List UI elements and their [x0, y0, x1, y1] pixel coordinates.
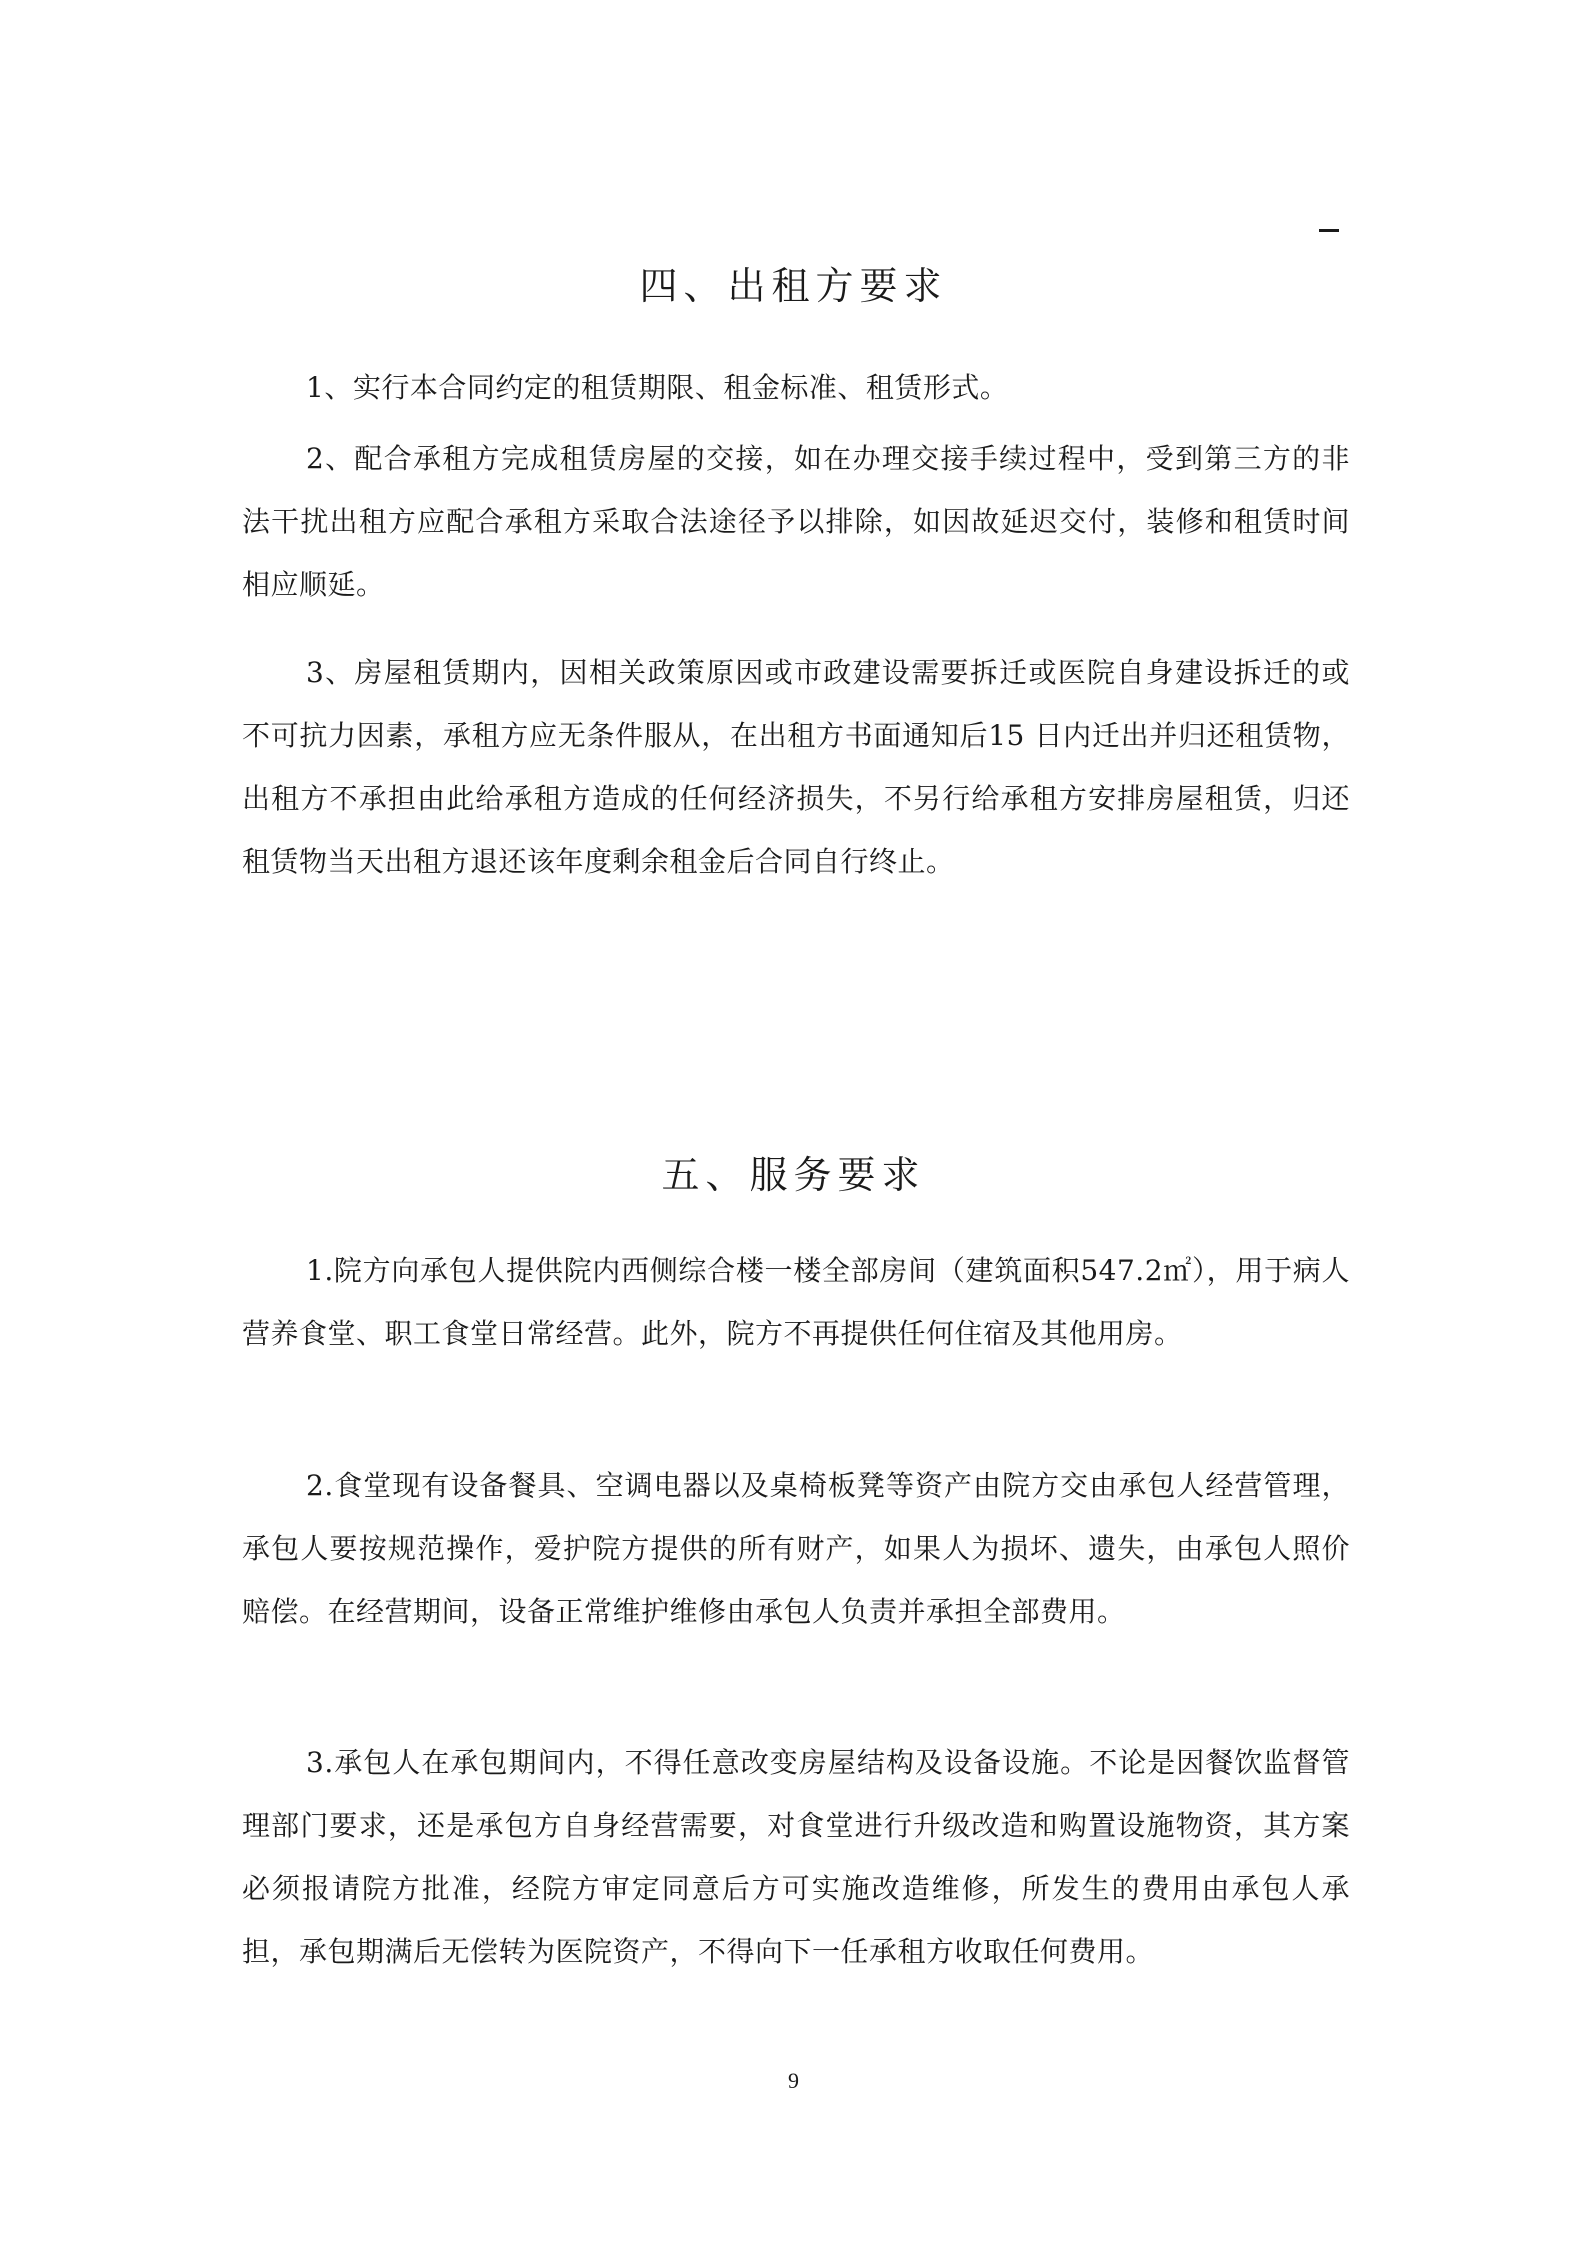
section-4-item-3: 3、房屋租赁期内，因相关政策原因或市政建设需要拆迁或医院自身建设拆迁的或不可抗力因素，承租方应无条件服从，在出租方书面通知后15 日内迁出并归还租赁物，出租方不承担由此给承租方造成的任何经济损失，不另行给承租方安排房屋租赁，归还租赁物当天出租方退还该年度剩余租金后合同自行终止。: [242, 656, 1350, 878]
corner-dash-mark: [1319, 229, 1339, 232]
section-4-item-1: 1、实行本合同约定的租赁期限、租金标准、租赁形式。: [306, 371, 1009, 404]
page-number: 9: [788, 2068, 799, 2093]
section-4-item-2: 2、配合承租方完成租赁房屋的交接，如在办理交接手续过程中，受到第三方的非法干扰出租方应配合承租方采取合法途径予以排除，如因故延迟交付，装修和租赁时间相应顺延。: [242, 442, 1350, 601]
section-5-heading: 五、服务要求: [661, 1153, 926, 1197]
section-5-item-1: 1.院方向承包人提供院内西侧综合楼一楼全部房间（建筑面积547.2㎡），用于病人营养食堂、职工食堂日常经营。此外，院方不再提供任何住宿及其他用房。: [242, 1254, 1350, 1350]
section-5-item-2: 2.食堂现有设备餐具、空调电器以及桌椅板凳等资产由院方交由承包人经营管理，承包人要按规范操作，爱护院方提供的所有财产，如果人为损坏、遗失，由承包人照价赔偿。在经营期间，设备正常维护维修由承包人负责并承担全部费用。: [242, 1469, 1350, 1628]
section-4-heading: 四、出租方要求: [639, 264, 948, 308]
section-5-item-3: 3.承包人在承包期间内，不得任意改变房屋结构及设备设施。不论是因餐饮监督管理部门要求，还是承包方自身经营需要，对食堂进行升级改造和购置设施物资，其方案必须报请院方批准，经院方审定同意后方可实施改造维修，所发生的费用由承包人承担，承包期满后无偿转为医院资产，不得向下一任承租方收取任何费用。: [242, 1746, 1350, 1968]
